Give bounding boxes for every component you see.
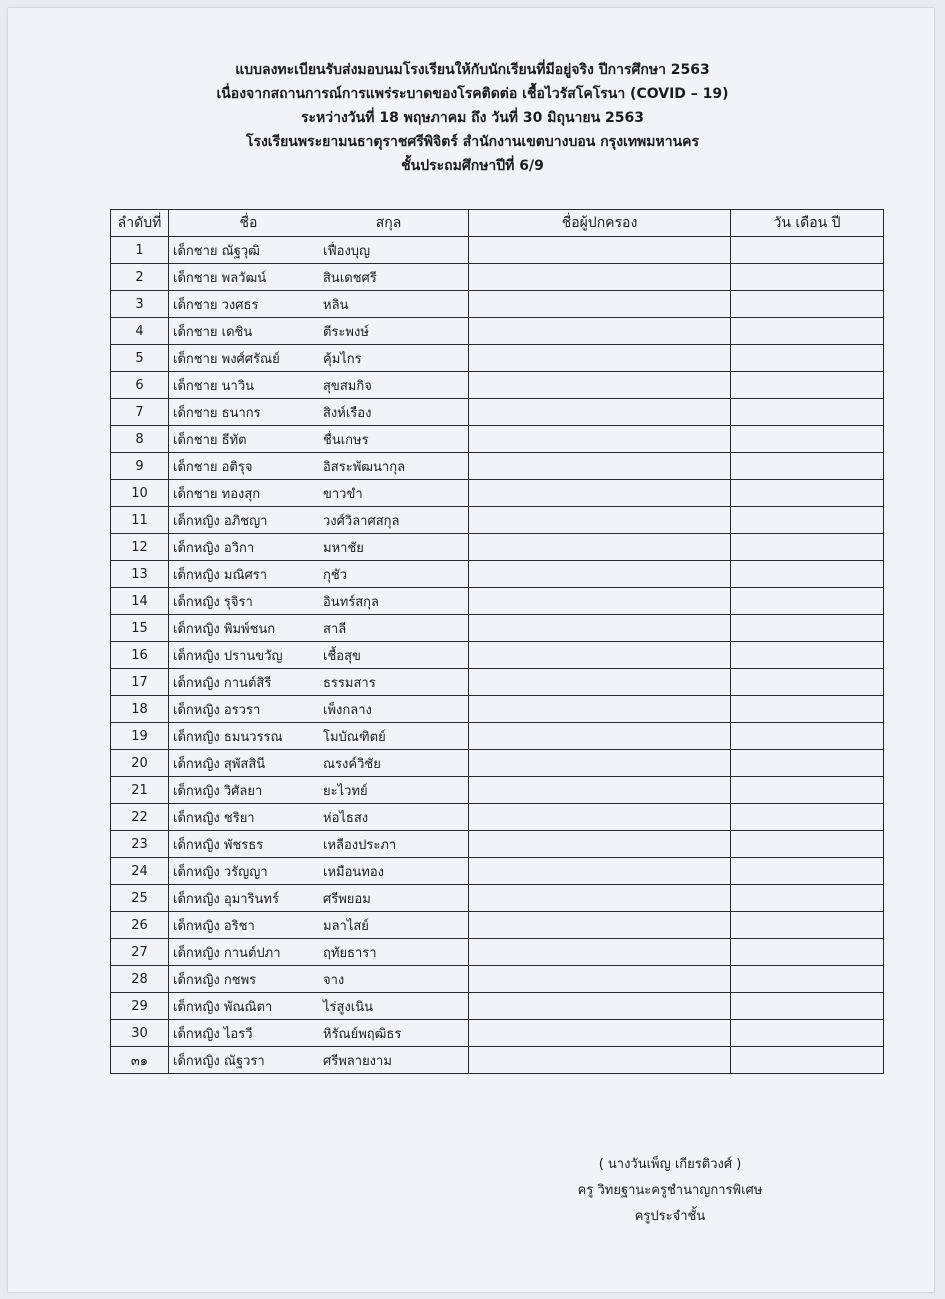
signature-name: ( นางวันเพ็ญ เกียรติวงศ์ ) <box>598 1157 742 1172</box>
table-row <box>111 642 884 669</box>
header-guardian: ชื่อผู้ปกครอง <box>469 210 731 237</box>
row-name: เด็กหญิง พัชรธร <box>173 837 264 853</box>
row-no: 2 <box>111 264 169 291</box>
table-header-row <box>111 210 884 237</box>
row-student <box>169 831 469 858</box>
table-row <box>111 777 884 804</box>
row-name: เด็กหญิง อรวรา <box>173 702 261 718</box>
row-date[interactable] <box>731 507 884 534</box>
row-name: เด็กหญิง อริชา <box>173 918 255 934</box>
header-reason: เนื่องจากสถานการณ์การแพร่ระบาดของโรคติดต่อ เชื้อไวรัสโคโรนา (COVID – 19) <box>216 86 729 102</box>
row-no: 18 <box>111 696 169 723</box>
row-date[interactable] <box>731 642 884 669</box>
table-row <box>111 453 884 480</box>
header-class: ชั้นประถมศึกษาปีที่ 6/9 <box>401 158 544 174</box>
row-surname: ฤทัยธารา <box>323 945 377 961</box>
row-surname: ชื่นเกษร <box>323 432 369 448</box>
row-guardian[interactable] <box>469 885 731 912</box>
row-surname: หิรัณย์พฤฒิธร <box>323 1026 402 1042</box>
table-row <box>111 615 884 642</box>
row-guardian[interactable] <box>469 939 731 966</box>
row-date[interactable] <box>731 345 884 372</box>
row-surname: สาลี <box>323 621 347 637</box>
row-student <box>169 453 469 480</box>
row-no: 26 <box>111 912 169 939</box>
signature-role: ครูประจำชั้น <box>634 1209 706 1224</box>
row-guardian[interactable] <box>469 291 731 318</box>
row-no: 17 <box>111 669 169 696</box>
table-row <box>111 804 884 831</box>
row-surname: เหลืองประภา <box>323 837 397 853</box>
table-row <box>111 345 884 372</box>
row-name: เด็กหญิง อวิกา <box>173 540 255 556</box>
row-guardian[interactable] <box>469 750 731 777</box>
row-guardian[interactable] <box>469 777 731 804</box>
row-date[interactable] <box>731 669 884 696</box>
row-surname: อิสระพัฒนากุล <box>323 459 406 475</box>
row-student <box>169 696 469 723</box>
row-guardian[interactable] <box>469 372 731 399</box>
row-no: 27 <box>111 939 169 966</box>
row-student <box>169 1047 469 1074</box>
table-row <box>111 1047 884 1074</box>
row-student <box>169 345 469 372</box>
row-student <box>169 642 469 669</box>
row-surname: ธรรมสาร <box>323 675 376 691</box>
header-date-range: ระหว่างวันที่ 18 พฤษภาคม ถึง วันที่ 30 มิถุนายน 2563 <box>300 110 645 126</box>
row-student <box>169 561 469 588</box>
row-name: เด็กหญิง ปรานขวัญ <box>173 648 283 664</box>
row-no: 7 <box>111 399 169 426</box>
row-surname: สิงห์เรือง <box>323 405 372 421</box>
row-date[interactable] <box>731 939 884 966</box>
row-name: เด็กชาย วงศธร <box>173 297 259 313</box>
table-row <box>111 561 884 588</box>
row-student <box>169 264 469 291</box>
row-guardian[interactable] <box>469 588 731 615</box>
row-guardian[interactable] <box>469 345 731 372</box>
row-name: เด็กหญิง กานต์ปภา <box>173 945 281 961</box>
row-guardian[interactable] <box>469 723 731 750</box>
row-student <box>169 912 469 939</box>
row-no: 16 <box>111 642 169 669</box>
row-date[interactable] <box>731 831 884 858</box>
row-student <box>169 966 469 993</box>
document-header <box>0 58 945 178</box>
row-surname: อินทร์สกุล <box>323 594 380 610</box>
row-date[interactable] <box>731 615 884 642</box>
row-guardian[interactable] <box>469 858 731 885</box>
row-no: 21 <box>111 777 169 804</box>
row-name: เด็กชาย พลวัฒน์ <box>173 270 267 286</box>
row-date[interactable] <box>731 480 884 507</box>
header-name: ชื่อ <box>239 215 258 231</box>
row-student <box>169 291 469 318</box>
row-date[interactable] <box>731 912 884 939</box>
row-no: 6 <box>111 372 169 399</box>
row-no: 20 <box>111 750 169 777</box>
table-row <box>111 426 884 453</box>
signature-block <box>520 1152 820 1230</box>
table-row <box>111 966 884 993</box>
row-guardian[interactable] <box>469 912 731 939</box>
row-student <box>169 885 469 912</box>
header-title: แบบลงทะเบียนรับส่งมอบนมโรงเรียนให้กับนักเรียนที่มีอยู่จริง ปีการศึกษา 2563 <box>235 62 710 78</box>
row-date[interactable] <box>731 723 884 750</box>
row-surname: เชื้อสุข <box>323 648 361 664</box>
row-name: เด็กหญิง วิศัลยา <box>173 783 263 799</box>
row-surname: ขาวขำ <box>323 486 363 502</box>
row-date[interactable] <box>731 237 884 264</box>
row-student <box>169 750 469 777</box>
row-student <box>169 588 469 615</box>
row-surname: ณรงค์วิชัย <box>323 756 381 772</box>
row-guardian[interactable] <box>469 264 731 291</box>
student-roster-table <box>110 209 884 1074</box>
table-row <box>111 885 884 912</box>
row-surname: ศรีพลายงาม <box>323 1053 392 1069</box>
row-no: 13 <box>111 561 169 588</box>
row-no: 1 <box>111 237 169 264</box>
row-name: เด็กหญิง ชริยา <box>173 810 255 826</box>
row-surname: ไร่สูงเนิน <box>323 999 374 1015</box>
row-date[interactable] <box>731 885 884 912</box>
row-no: 12 <box>111 534 169 561</box>
row-surname: สินเดชศรี <box>323 270 377 286</box>
row-student <box>169 318 469 345</box>
row-student <box>169 372 469 399</box>
row-no: 25 <box>111 885 169 912</box>
row-student <box>169 615 469 642</box>
row-no: 15 <box>111 615 169 642</box>
row-no: 8 <box>111 426 169 453</box>
row-guardian[interactable] <box>469 453 731 480</box>
table-row <box>111 858 884 885</box>
row-guardian[interactable] <box>469 507 731 534</box>
table-row <box>111 912 884 939</box>
row-surname: ห่อไธสง <box>323 810 369 826</box>
table-row <box>111 399 884 426</box>
row-guardian[interactable] <box>469 804 731 831</box>
row-date[interactable] <box>731 804 884 831</box>
row-surname: ตีระพงษ์ <box>323 324 369 340</box>
table-row <box>111 669 884 696</box>
row-student <box>169 426 469 453</box>
row-name: เด็กหญิง ณัฐวรา <box>173 1053 265 1069</box>
row-name: เด็กหญิง มณิศรา <box>173 567 268 583</box>
table-row <box>111 318 884 345</box>
row-date[interactable] <box>731 777 884 804</box>
row-name: เด็กชาย ธนากร <box>173 405 261 421</box>
row-name: เด็กหญิง รุจิรา <box>173 594 253 610</box>
row-surname: มหาชัย <box>323 540 364 556</box>
row-no: 11 <box>111 507 169 534</box>
row-guardian[interactable] <box>469 534 731 561</box>
roster-body <box>111 237 884 1074</box>
row-surname: หลิน <box>323 297 349 313</box>
row-guardian[interactable] <box>469 831 731 858</box>
row-no: 29 <box>111 993 169 1020</box>
row-guardian[interactable] <box>469 1047 731 1074</box>
row-surname: เหมือนทอง <box>323 864 385 880</box>
header-no: ลำดับที่ <box>111 210 169 237</box>
row-surname: มลาไสย์ <box>323 918 369 934</box>
table-row <box>111 237 884 264</box>
row-surname: สุขสมกิจ <box>323 378 372 394</box>
row-no: 24 <box>111 858 169 885</box>
row-name: เด็กหญิง ไอรวี <box>173 1026 253 1042</box>
row-no: 30 <box>111 1020 169 1047</box>
row-name: เด็กชาย ณัฐวุฒิ <box>173 243 260 259</box>
row-name: เด็กหญิง กานต์สิรี <box>173 675 272 691</box>
row-student <box>169 804 469 831</box>
table-row <box>111 507 884 534</box>
row-date[interactable] <box>731 372 884 399</box>
row-guardian[interactable] <box>469 993 731 1020</box>
header-school: โรงเรียนพระยามนธาตุราชศรีพิจิตร์ สำนักงานเขตบางบอน กรุงเทพมหานคร <box>245 134 700 150</box>
row-surname: เพ็งกลาง <box>323 702 372 718</box>
row-student <box>169 939 469 966</box>
row-guardian[interactable] <box>469 237 731 264</box>
row-name: เด็กชาย พงศ์ศรัณย์ <box>173 351 280 367</box>
row-no: 3 <box>111 291 169 318</box>
row-surname: เฟื่องบุญ <box>323 243 371 259</box>
table-row <box>111 372 884 399</box>
row-student <box>169 480 469 507</box>
header-date: วัน เดือน ปี <box>731 210 884 237</box>
signature-title: ครู วิทยฐานะครูชำนาญการพิเศษ <box>577 1183 763 1198</box>
table-row <box>111 831 884 858</box>
row-surname: วงศ์วิลาศสกุล <box>323 513 400 529</box>
row-date[interactable] <box>731 453 884 480</box>
table-row <box>111 588 884 615</box>
row-guardian[interactable] <box>469 1020 731 1047</box>
table-row <box>111 993 884 1020</box>
row-guardian[interactable] <box>469 966 731 993</box>
row-date[interactable] <box>731 750 884 777</box>
row-date[interactable] <box>731 966 884 993</box>
row-date[interactable] <box>731 291 884 318</box>
row-date[interactable] <box>731 426 884 453</box>
row-student <box>169 669 469 696</box>
row-surname: คุ้มไกร <box>323 351 362 367</box>
row-name: เด็กหญิง วรัญญา <box>173 864 268 880</box>
row-guardian[interactable] <box>469 399 731 426</box>
row-name: เด็กหญิง พิมพ์ชนก <box>173 621 276 637</box>
row-date[interactable] <box>731 588 884 615</box>
row-no: 19 <box>111 723 169 750</box>
row-date[interactable] <box>731 858 884 885</box>
row-guardian[interactable] <box>469 642 731 669</box>
row-name: เด็กหญิง กชพร <box>173 972 257 988</box>
row-student <box>169 399 469 426</box>
row-surname: ยะไวทย์ <box>323 783 368 799</box>
row-name: เด็กชาย อติรุจ <box>173 459 253 475</box>
table-row <box>111 534 884 561</box>
row-guardian[interactable] <box>469 696 731 723</box>
row-student <box>169 777 469 804</box>
row-name: เด็กหญิง สุพัสสินี <box>173 756 266 772</box>
row-guardian[interactable] <box>469 480 731 507</box>
row-guardian[interactable] <box>469 615 731 642</box>
table-row <box>111 1020 884 1047</box>
row-no: 10 <box>111 480 169 507</box>
row-no: 5 <box>111 345 169 372</box>
row-student <box>169 858 469 885</box>
row-date[interactable] <box>731 534 884 561</box>
header-name-surname <box>169 210 469 237</box>
table-row <box>111 291 884 318</box>
row-guardian[interactable] <box>469 669 731 696</box>
row-surname: ศรีพยอม <box>323 891 371 907</box>
row-no: 23 <box>111 831 169 858</box>
row-no: 9 <box>111 453 169 480</box>
row-name: เด็กหญิง อภิชญา <box>173 513 268 529</box>
row-name: เด็กชาย ธีทัต <box>173 432 247 448</box>
row-date[interactable] <box>731 1047 884 1074</box>
table-row <box>111 939 884 966</box>
table-row <box>111 696 884 723</box>
row-student <box>169 237 469 264</box>
row-date[interactable] <box>731 696 884 723</box>
row-student <box>169 534 469 561</box>
row-no: 14 <box>111 588 169 615</box>
row-no: 22 <box>111 804 169 831</box>
row-guardian[interactable] <box>469 318 731 345</box>
row-date[interactable] <box>731 1020 884 1047</box>
row-guardian[interactable] <box>469 426 731 453</box>
table-row <box>111 750 884 777</box>
row-no: 28 <box>111 966 169 993</box>
table-row <box>111 264 884 291</box>
row-name: เด็กหญิง พัณณิตา <box>173 999 273 1015</box>
row-date[interactable] <box>731 264 884 291</box>
header-surname: สกุล <box>375 215 402 231</box>
row-name: เด็กหญิง อุมารินทร์ <box>173 891 279 907</box>
row-student <box>169 1020 469 1047</box>
row-date[interactable] <box>731 399 884 426</box>
row-no: 4 <box>111 318 169 345</box>
row-surname: โมบัณฑิตย์ <box>323 729 386 745</box>
row-name: เด็กชาย เดชิน <box>173 324 253 340</box>
row-no: ๓๑ <box>111 1047 169 1074</box>
row-student <box>169 723 469 750</box>
row-name: เด็กหญิง ธมนวรรณ <box>173 729 283 745</box>
row-surname: กุชัว <box>323 567 347 583</box>
row-guardian[interactable] <box>469 561 731 588</box>
row-name: เด็กชาย นาวิน <box>173 378 255 394</box>
row-student <box>169 993 469 1020</box>
table-row <box>111 480 884 507</box>
table-row <box>111 723 884 750</box>
row-surname: จาง <box>323 972 345 988</box>
row-date[interactable] <box>731 318 884 345</box>
row-name: เด็กชาย ทองสุก <box>173 486 261 502</box>
row-date[interactable] <box>731 993 884 1020</box>
row-student <box>169 507 469 534</box>
row-date[interactable] <box>731 561 884 588</box>
